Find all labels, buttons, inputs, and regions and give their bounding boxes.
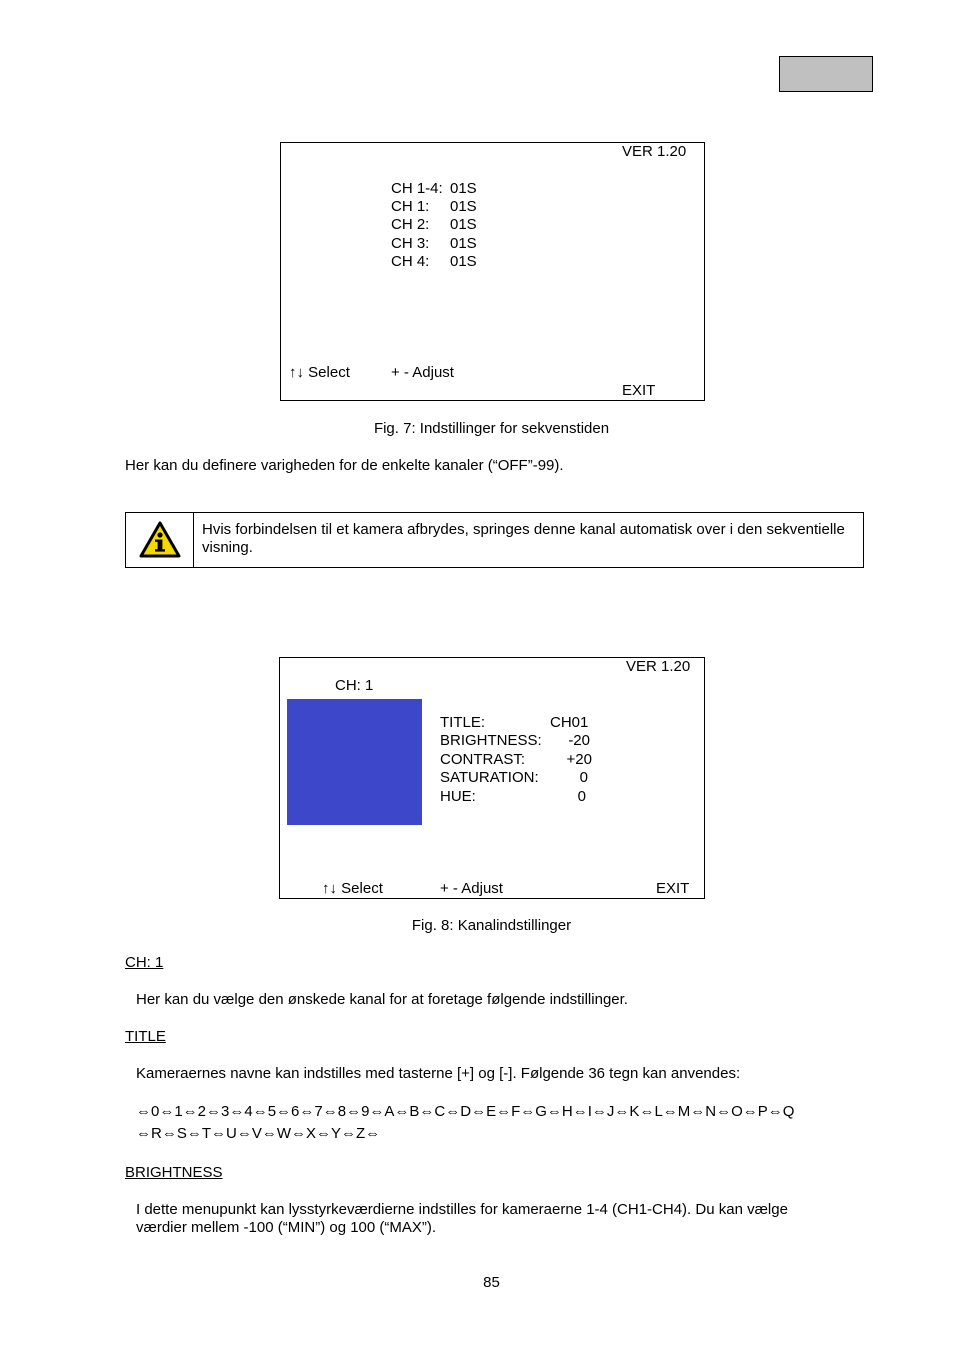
menu-row-label: CH 1-4: [391, 180, 443, 197]
page-number: 85 [483, 1274, 500, 1291]
note-icon-cell [126, 513, 194, 567]
menu-row-value: 0 [579, 769, 588, 786]
menu-row-label: BRIGHTNESS: [440, 732, 542, 749]
menu-row-value: 01S [450, 216, 477, 233]
menu-row-value: -20 [568, 732, 590, 749]
section-text-ch: Her kan du vælge den ønskede kanal for at foretage følgende indstillinger. [136, 991, 628, 1008]
exit-label: EXIT [656, 880, 690, 897]
camera-preview [287, 699, 422, 825]
menu-row-label: CH 4: [391, 253, 430, 270]
sequence-time-menu-screen [280, 142, 705, 401]
warning-info-icon [139, 521, 181, 559]
menu-row-value: 01S [450, 198, 477, 215]
menu-row-label: CONTRAST: [440, 751, 526, 768]
section-text-brightness-line-2: værdier mellem -100 (“MIN”) og 100 (“MAX”). [136, 1219, 437, 1236]
menu-row-label: SATURATION: [440, 769, 539, 786]
adjust-hint: + - Adjust [391, 364, 454, 381]
section-heading-ch: CH: 1 [125, 954, 164, 971]
note-text: Hvis forbindelsen til et kamera afbrydes, springes denne kanal automatisk over i den sekventielle visning. [202, 521, 845, 556]
menu-row-value: CH01 [550, 714, 589, 731]
info-note [125, 512, 864, 568]
paragraph: Her kan du definere varigheden for de enkelte kanaler (“OFF”-99). [125, 457, 564, 474]
section-text-title: Kameraernes navne kan indstilles med tasterne [+] og [-]. Følgende 36 tegn kan anvendes: [136, 1065, 741, 1082]
version-label: VER 1.20 [626, 658, 691, 675]
adjust-hint: + - Adjust [440, 880, 503, 897]
title-characters-line-2: ⇔R⇔S⇔T⇔U⇔V⇔W⇔X⇔Y⇔Z⇔ [136, 1125, 381, 1142]
menu-row-value: +20 [566, 751, 592, 768]
figure-caption: Fig. 8: Kanalindstillinger [411, 917, 572, 934]
section-heading-title: TITLE [125, 1028, 166, 1045]
version-label: VER 1.20 [622, 143, 687, 160]
select-hint: ↑↓ Select [289, 364, 350, 381]
menu-row-label: HUE: [440, 788, 476, 805]
menu-row-value: 01S [450, 180, 477, 197]
language-tab [779, 56, 873, 92]
menu-row-label: TITLE: [440, 714, 486, 731]
channel-settings-menu-screen [279, 657, 705, 899]
menu-row-value: 01S [450, 253, 477, 270]
menu-row-value: 01S [450, 235, 477, 252]
section-text-brightness-line-1: I dette menupunkt kan lysstyrkeværdierne indstilles for kameraerne 1-4 (CH1-CH4). Du kan vælge [136, 1201, 788, 1218]
exit-label: EXIT [622, 382, 656, 399]
channel-label: CH: 1 [335, 677, 374, 694]
section-heading-brightness: BRIGHTNESS [125, 1164, 223, 1181]
menu-row-value: 0 [577, 788, 586, 805]
select-hint: ↑↓ Select [322, 880, 383, 897]
menu-row-label: CH 1: [391, 198, 430, 215]
figure-caption: Fig. 7: Indstillinger for sekvenstiden [373, 420, 610, 437]
title-characters-line-1: ⇔0⇔1⇔2⇔3⇔4⇔5⇔6⇔7⇔8⇔9⇔A⇔B⇔C⇔D⇔E⇔F⇔G⇔H⇔I⇔J⇔K⇔L⇔M⇔N⇔O⇔P⇔Q [136, 1103, 795, 1120]
menu-row-label: CH 2: [391, 216, 430, 233]
menu-row-label: CH 3: [391, 235, 430, 252]
